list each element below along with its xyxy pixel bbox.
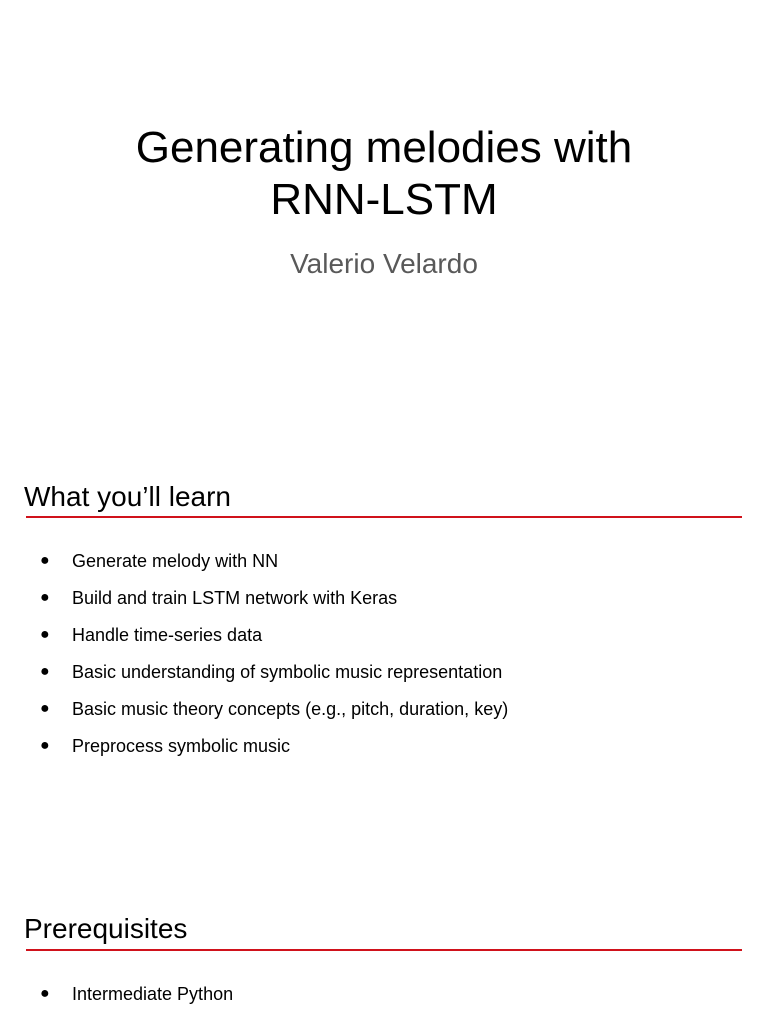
learn-heading-divider [26,516,742,518]
list-item [0,660,768,697]
list-item [0,549,768,586]
bullet-icon: ● [40,737,50,754]
list-item-text: Generate melody with NN [72,551,279,571]
slide-title-line-1: Generating melodies with [135,123,633,172]
list-item [0,982,768,1019]
list-item-text: Build and train LSTM network with Keras [72,588,398,608]
bullet-icon: ● [40,985,50,1002]
prerequisites-list [0,982,768,1019]
list-item-text: Preprocess symbolic music [72,736,291,756]
list-item [0,586,768,623]
list-item-text: Intermediate Python [72,984,234,1004]
learn-heading: What you’ll learn [24,481,231,512]
list-item-text: Basic music theory concepts (e.g., pitch, duration, key) [72,699,509,719]
prerequisites-heading-divider [26,949,742,951]
list-item-text: Basic understanding of symbolic music representation [72,662,503,682]
bullet-icon: ● [40,589,50,606]
title-slide [0,0,768,430]
bullet-icon: ● [40,552,50,569]
list-item [0,734,768,771]
list-item [0,623,768,660]
slide-title-line-2: RNN-LSTM [270,175,498,224]
list-item [0,697,768,734]
slide-title [0,122,768,226]
slide-author: Valerio Velardo [290,248,478,279]
bullet-icon: ● [40,700,50,717]
list-item-text: Handle time-series data [72,625,263,645]
learn-list [0,549,768,771]
prerequisites-heading: Prerequisites [24,913,188,944]
bullet-icon: ● [40,663,50,680]
bullet-icon: ● [40,626,50,643]
